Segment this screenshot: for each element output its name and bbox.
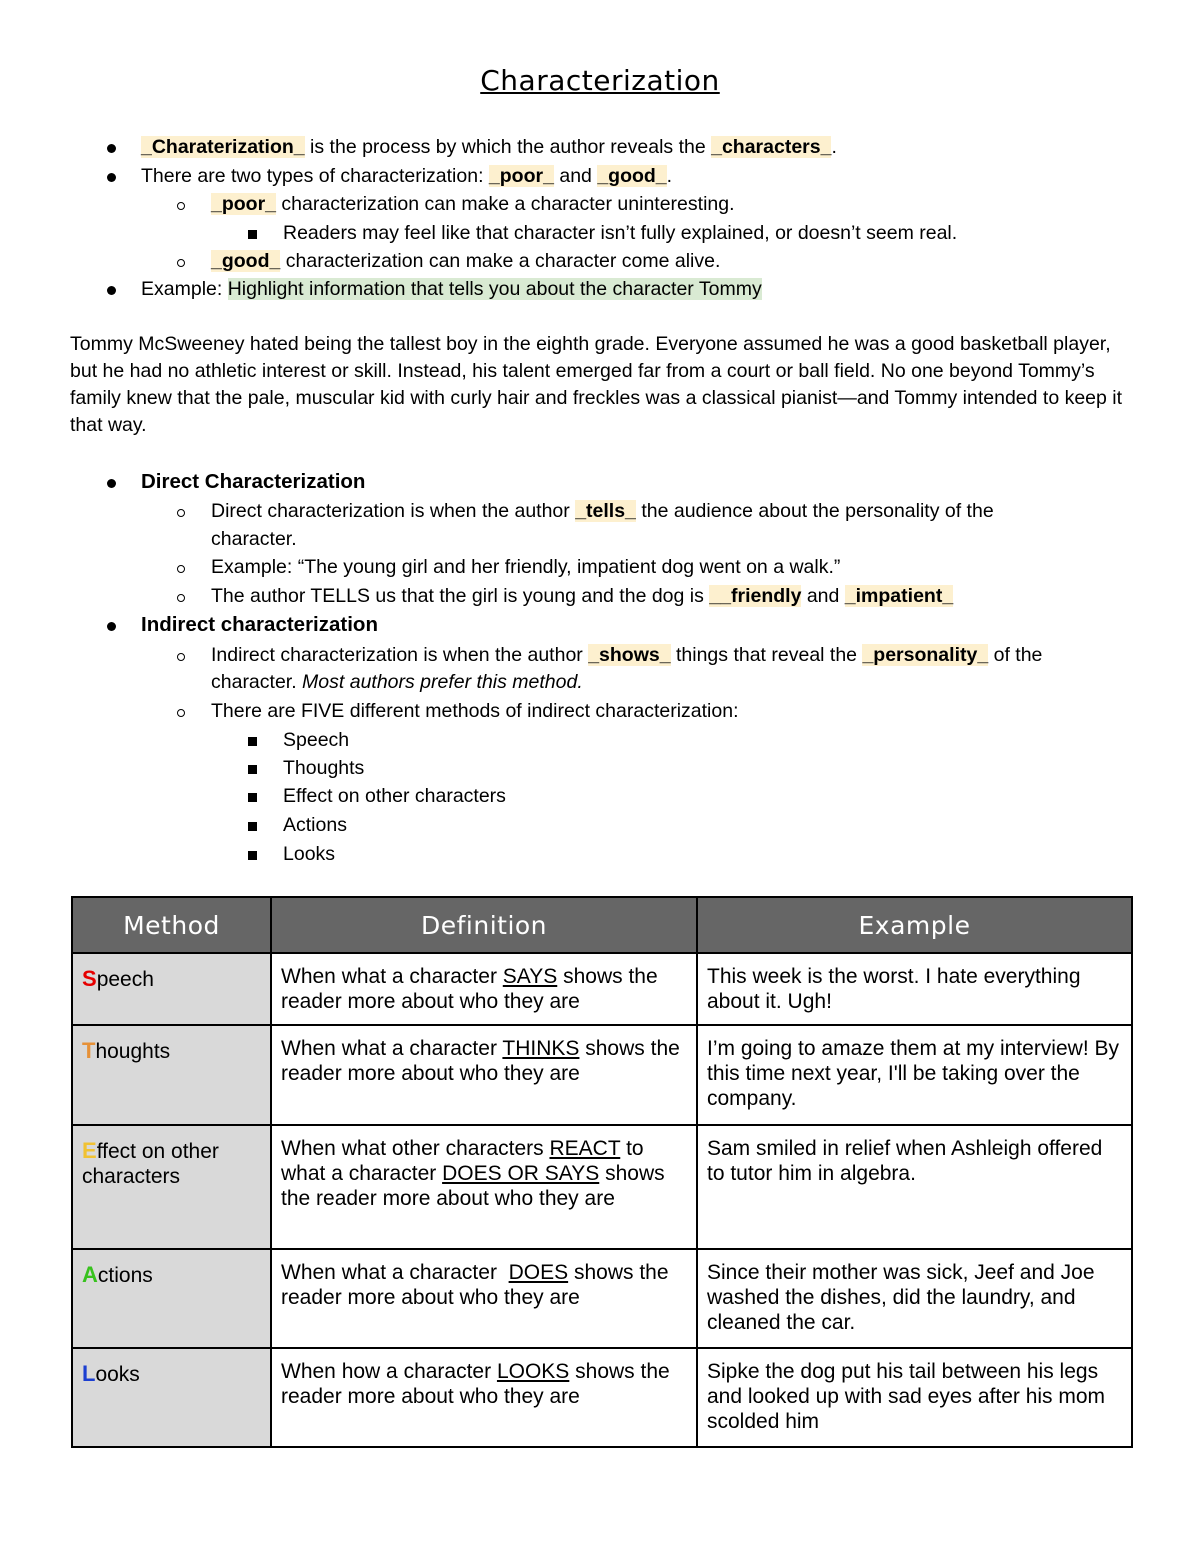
bullet-text: characterization can make a character come alive. <box>280 250 721 272</box>
bullet-circle <box>177 697 185 725</box>
definition-text: shows the reader more about who they are <box>281 965 658 1013</box>
bullet-disc <box>107 133 116 161</box>
method-cell <box>72 1025 271 1125</box>
bullet-circle <box>177 247 185 275</box>
bullet-circle <box>177 641 185 669</box>
method-list-item: Actions <box>283 814 347 836</box>
blank-answer: _shows_ <box>588 644 671 666</box>
definition-text: shows the reader more about who they are <box>281 1360 670 1408</box>
table-row <box>72 953 1132 1025</box>
table-header-row <box>72 897 1132 953</box>
bullet-text: the audience about the personality of the <box>635 500 994 522</box>
method-list-item: Speech <box>283 729 350 751</box>
definition-cell <box>271 1025 697 1125</box>
method-name: houghts <box>95 1040 171 1063</box>
bullet-circle <box>177 190 185 218</box>
table-row <box>72 1125 1132 1249</box>
method-cell <box>72 1249 271 1348</box>
method-list-item: Thoughts <box>283 757 365 779</box>
bullet-disc <box>107 468 116 496</box>
definition-text: When what a character <box>281 1261 509 1284</box>
bullet-circle <box>177 497 185 525</box>
definition-keyword: THINKS <box>502 1037 580 1060</box>
bullet-line-types <box>141 162 672 190</box>
example-cell: I’m going to amaze them at my interview! By this time next year, I'll be taking over the company. <box>697 1025 1132 1125</box>
bullet-text: and <box>801 585 845 607</box>
bullet-circle <box>177 582 185 610</box>
example-cell: This week is the worst. I hate everything about it. Ugh! <box>697 953 1132 1025</box>
bullet-text: There are two types of characterization: <box>141 165 489 187</box>
method-initial: E <box>82 1138 97 1163</box>
method-list-item: Effect on other characters <box>283 785 506 807</box>
page-title: Characterization <box>480 64 720 97</box>
blank-answer: _Charaterization_ <box>141 136 305 158</box>
method-list-item: Looks <box>283 843 336 865</box>
definition-text: When how a character <box>281 1360 497 1383</box>
definition-keyword: LOOKS <box>496 1360 570 1383</box>
table-row <box>72 1348 1132 1447</box>
column-header-method: Method <box>72 897 271 953</box>
example-cell: Sam smiled in relief when Ashleigh offered to tutor him in algebra. <box>697 1125 1132 1249</box>
italic-note: Most authors prefer this method. <box>302 671 583 693</box>
method-initial: S <box>82 966 97 991</box>
bullet-text: things that reveal the <box>670 644 863 666</box>
column-header-definition: Definition <box>271 897 697 953</box>
bullet-line-example <box>141 275 762 303</box>
method-name: ffect on other characters <box>82 1140 219 1188</box>
bullet-disc <box>107 275 116 303</box>
method-name: ooks <box>95 1363 140 1386</box>
bullet-line-readers: Readers may feel like that character isn’t fully explained, or doesn’t seem real. <box>283 222 958 244</box>
bullet-disc <box>107 611 116 639</box>
bullet-square <box>248 219 257 247</box>
blank-answer: _poor_ <box>488 165 554 187</box>
bullet-line-definition <box>141 133 837 161</box>
bullet-square <box>248 754 257 782</box>
definition-text: When what a character <box>281 965 503 988</box>
method-name: ctions <box>97 1264 153 1287</box>
definition-keyword: REACT <box>549 1137 621 1160</box>
direct-heading: Direct Characterization <box>141 470 366 493</box>
blank-answer: _good_ <box>597 165 667 187</box>
table-row <box>72 1249 1132 1348</box>
bullet-square <box>248 726 257 754</box>
bullet-square <box>248 840 257 868</box>
indirect-definition-cont <box>211 668 583 696</box>
definition-keyword: DOES <box>508 1261 569 1284</box>
method-cell <box>72 953 271 1025</box>
definition-text: shows the reader more about who they are <box>281 1261 669 1309</box>
definition-text: shows the reader more about who they are <box>281 1162 665 1210</box>
direct-definition-cont: character. <box>211 528 297 550</box>
table-row <box>72 1025 1132 1125</box>
direct-explanation <box>211 582 953 610</box>
blank-answer: _impatient_ <box>844 585 954 607</box>
indirect-five-methods: There are FIVE different methods of indirect characterization: <box>211 700 739 722</box>
method-cell <box>72 1125 271 1249</box>
method-initial: A <box>82 1262 98 1287</box>
indirect-definition <box>211 641 1042 669</box>
example-cell: Since their mother was sick, Jeef and Joe washed the dishes, did the laundry, and cleaned the car. <box>697 1249 1132 1348</box>
example-cell: Sipke the dog put his tail between his legs and looked up with sad eyes after his mom scolded him <box>697 1348 1132 1447</box>
tommy-passage: Tommy McSweeney hated being the tallest boy in the eighth grade. Everyone assumed he was a good basketball player, but he had no athletic interest or skill. Instead, his talent emerged far from a court or ball field. No one beyond Tommy’s family knew that the pale, muscular kid with curly hair and freckles was a classical pianist—and Tommy intended to keep it that way. <box>70 333 1123 436</box>
bullet-text: The author TELLS us that the girl is young and the dog is <box>211 585 710 607</box>
bullet-text: character. <box>211 671 303 693</box>
highlighted-instruction: Highlight information that tells you about the character Tommy <box>227 278 762 300</box>
bullet-disc <box>107 162 116 190</box>
bullet-square <box>248 811 257 839</box>
bullet-text: of the <box>988 644 1043 666</box>
method-cell <box>72 1348 271 1447</box>
bullet-text: . <box>666 165 673 187</box>
bullet-text: characterization can make a character uninteresting. <box>276 193 735 215</box>
bullet-text: Indirect characterization is when the author <box>211 644 589 666</box>
definition-text: shows the reader more about who they are <box>281 1037 680 1085</box>
bullet-text: . <box>831 136 837 158</box>
blank-answer: _good_ <box>211 250 281 272</box>
definition-cell <box>271 953 697 1025</box>
definition-keyword: DOES OR SAYS <box>442 1162 600 1185</box>
bullet-text: Direct characterization is when the author <box>211 500 576 522</box>
method-initial: T <box>82 1038 96 1063</box>
blank-answer: _tells_ <box>575 500 636 522</box>
blank-answer: __friendly <box>709 585 802 607</box>
method-initial: L <box>82 1361 96 1386</box>
blank-answer: _personality_ <box>862 644 989 666</box>
method-name: peech <box>96 968 154 991</box>
bullet-circle <box>177 553 185 581</box>
direct-example: Example: “The young girl and her friendly, impatient dog went on a walk.” <box>211 556 841 578</box>
bullet-text: and <box>553 165 598 187</box>
indirect-heading: Indirect characterization <box>141 613 378 636</box>
definition-cell <box>271 1348 697 1447</box>
definition-text: When what a character <box>281 1037 503 1060</box>
blank-answer: _poor_ <box>211 193 277 215</box>
blank-answer: _characters_ <box>711 136 832 158</box>
direct-definition <box>211 497 994 525</box>
definition-cell <box>271 1125 697 1249</box>
definition-cell <box>271 1249 697 1348</box>
bullet-text: Example: <box>141 278 228 300</box>
definition-keyword: SAYS <box>502 965 558 988</box>
bullet-text: is the process by which the author reveals the <box>304 136 712 158</box>
bullet-line-poor <box>211 190 735 218</box>
column-header-example: Example <box>697 897 1132 953</box>
definition-text: When what other characters <box>281 1137 550 1160</box>
bullet-square <box>248 782 257 810</box>
definition-text: to what a character <box>281 1137 644 1185</box>
bullet-line-good <box>211 247 720 275</box>
methods-table <box>71 896 1133 1448</box>
